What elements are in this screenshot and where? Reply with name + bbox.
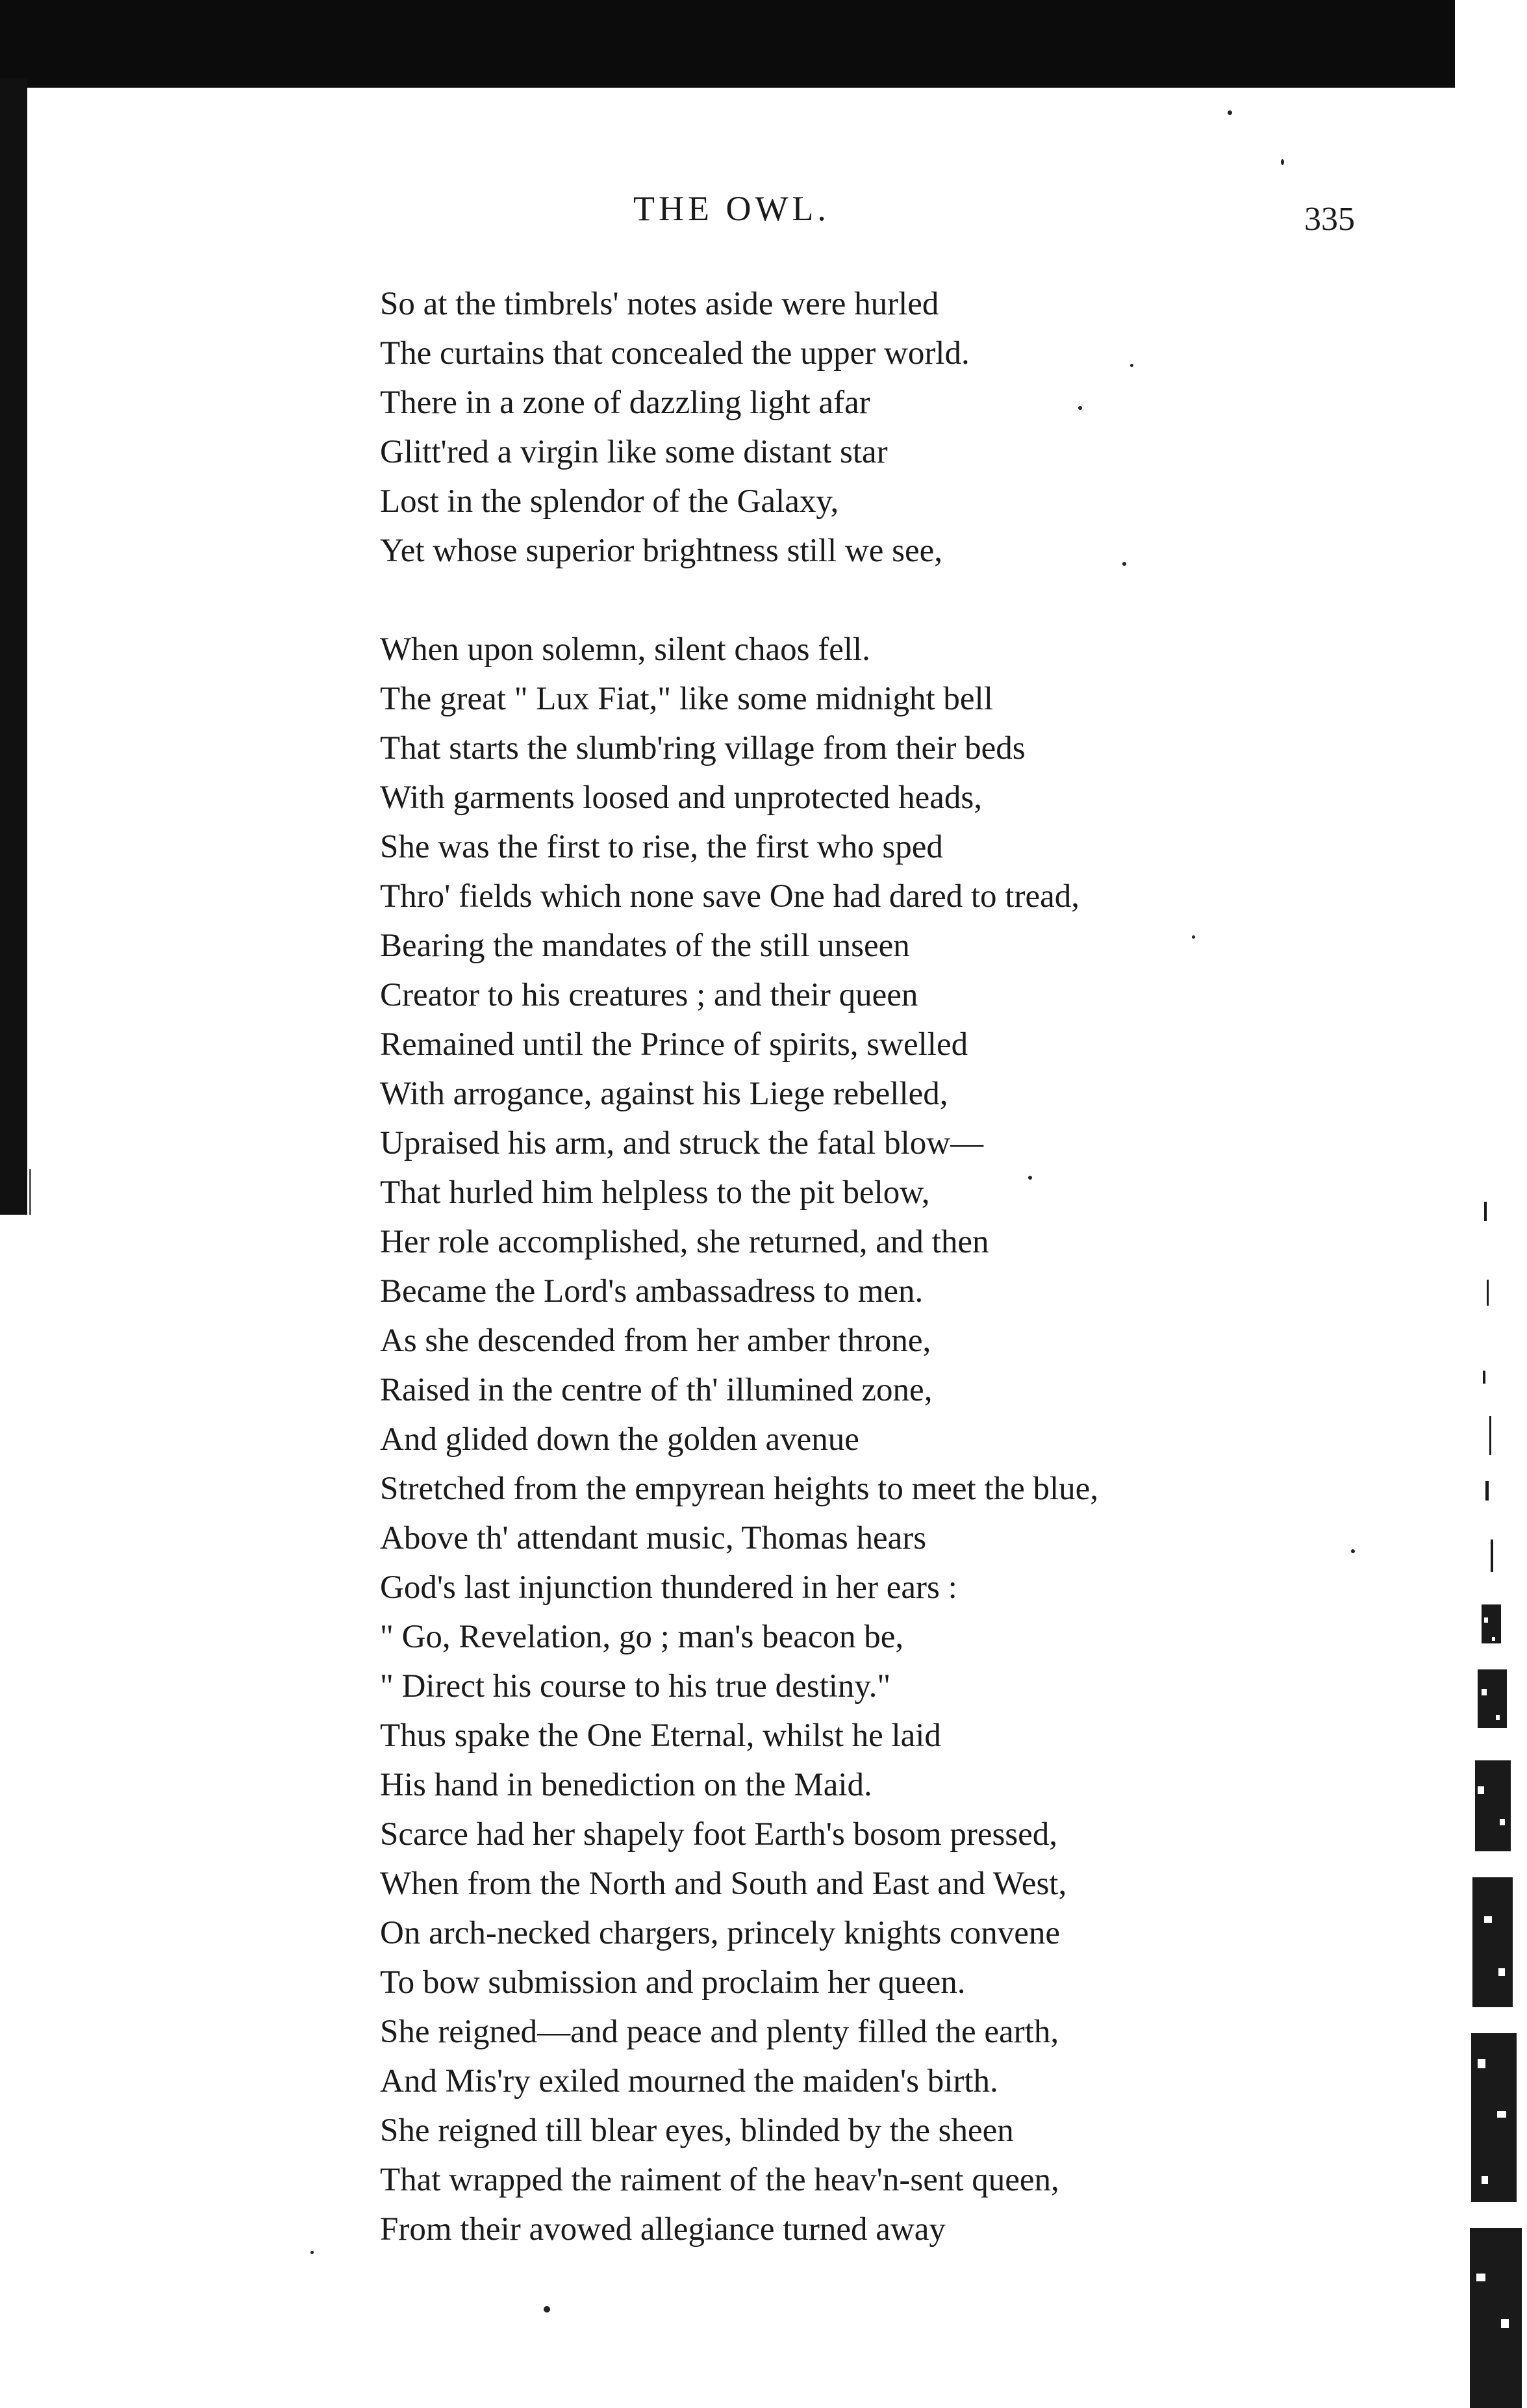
scan-top-edge: [0, 0, 1455, 88]
scan-left-edge: [0, 78, 27, 1215]
scan-margin-noise: [1458, 1202, 1527, 2408]
verse-line: With garments loosed and unprotected heads,: [380, 779, 983, 816]
poem: [380, 279, 1289, 2254]
verse-line: Lost in the splendor of the Galaxy,: [380, 483, 839, 520]
verse-line: Scarce had her shapely foot Earth's bosom pressed,: [380, 1816, 1058, 1853]
scan-speck: [1281, 159, 1284, 165]
verse-line: Remained until the Prince of spirits, swelled: [380, 1026, 968, 1063]
verse-line: Upraised his arm, and struck the fatal blow—: [380, 1125, 984, 1161]
scan-speck: [310, 2251, 314, 2254]
verse-line: The curtains that concealed the upper world.: [380, 335, 970, 372]
verse-line: On arch-necked chargers, princely knights convene: [380, 1915, 1060, 1951]
scan-speck: [1078, 406, 1082, 410]
verse-line: Glitt'red a virgin like some distant star: [380, 434, 888, 470]
scan-speck: [1228, 110, 1232, 115]
verse-line: Above th' attendant music, Thomas hears: [380, 1520, 927, 1556]
verse-line: And Mis'ry exiled mourned the maiden's birth.: [380, 2063, 998, 2099]
verse-line: Became the Lord's ambassadress to men.: [380, 1273, 924, 1310]
verse-line: Raised in the centre of th' illumined zone,: [380, 1372, 933, 1408]
verse-line: That starts the slumb'ring village from their beds: [380, 730, 1026, 767]
verse-line: Her role accomplished, she returned, and then: [380, 1224, 989, 1260]
verse-line: Thus spake the One Eternal, whilst he laid: [380, 1717, 941, 1754]
scan-speck: [1130, 364, 1133, 367]
verse-line: And glided down the golden avenue: [380, 1421, 859, 1458]
verse-line: " Direct his course to his true destiny.": [380, 1668, 891, 1705]
page-number: 335: [1304, 201, 1355, 238]
scan-speck: [1122, 562, 1126, 566]
verse-line: God's last injunction thundered in her ears :: [380, 1569, 957, 1606]
verse-line: As she descended from her amber throne,: [380, 1323, 931, 1359]
verse-line: When from the North and South and East and West,: [380, 1866, 1067, 1902]
verse-line: That wrapped the raiment of the heav'n-sent queen,: [380, 2162, 1059, 2198]
verse-line: When upon solemn, silent chaos fell.: [380, 631, 870, 668]
stanza: [380, 625, 1289, 2254]
scan-speck: [544, 2306, 550, 2313]
verse-line: Creator to his creatures ; and their queen: [380, 977, 918, 1013]
verse-line: She was the first to rise, the first who sped: [380, 829, 943, 865]
verse-line: Stretched from the empyrean heights to meet the blue,: [380, 1471, 1099, 1507]
verse-line: His hand in benediction on the Maid.: [380, 1767, 872, 1803]
verse-line: So at the timbrels' notes aside were hurled: [380, 286, 939, 322]
verse-line: The great " Lux Fiat," like some midnight bell: [380, 681, 993, 717]
verse-line: To bow submission and proclaim her queen.: [380, 1964, 966, 2001]
verse-line: She reigned till blear eyes, blinded by the sheen: [380, 2112, 1014, 2149]
verse-line: From their avowed allegiance turned away: [380, 2211, 946, 2248]
verse-line: That hurled him helpless to the pit below,: [380, 1174, 930, 1211]
verse-line: Bearing the mandates of the still unseen: [380, 928, 910, 964]
verse-line: There in a zone of dazzling light afar: [380, 385, 870, 421]
running-head: THE OWL.: [633, 189, 830, 228]
verse-line: With arrogance, against his Liege rebelled,: [380, 1076, 948, 1112]
scan-left-edge-mark: [29, 1169, 31, 1215]
verse-line: Thro' fields which none save One had dared to tread,: [380, 878, 1079, 915]
scan-speck: [1192, 935, 1195, 939]
scan-speck: [1028, 1176, 1032, 1180]
verse-line: She reigned—and peace and plenty filled the earth,: [380, 2014, 1059, 2050]
verse-line: Yet whose superior brightness still we see,: [380, 533, 942, 569]
scan-speck: [1351, 1549, 1355, 1553]
stanza: [380, 279, 1289, 576]
verse-line: " Go, Revelation, go ; man's beacon be,: [380, 1619, 904, 1655]
